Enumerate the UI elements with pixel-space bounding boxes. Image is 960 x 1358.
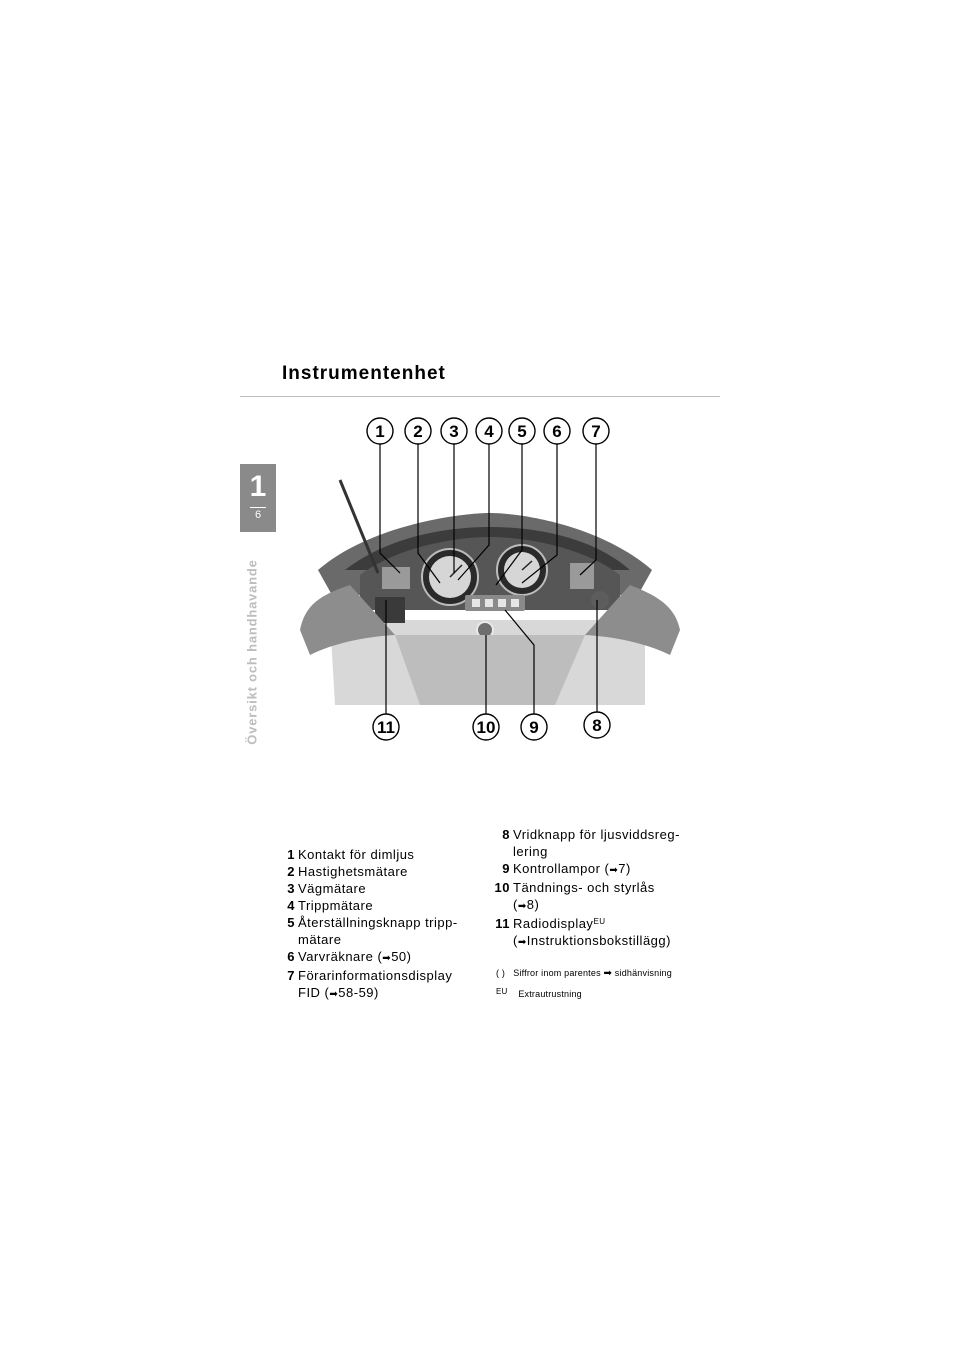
eu-note-text: Extrautrustning (518, 989, 582, 999)
arrow-right-icon: ➡ (517, 901, 527, 912)
item-text-line1: Återställningsknapp tripp- (298, 915, 458, 930)
page-number: 6 (254, 509, 262, 521)
callout-1-label: 1 (375, 422, 385, 441)
arrow-right-icon: ➡ (382, 953, 392, 964)
callout-8-label: 8 (592, 716, 602, 735)
item-text: Hastighetsmätare (298, 864, 408, 879)
list-item (486, 826, 701, 860)
item-number: 6 (287, 949, 295, 964)
item-text: Trippmätare (298, 898, 374, 913)
legend-list-right (486, 826, 701, 951)
arrow-right-icon: ➡ (609, 865, 619, 876)
callout-4-label: 4 (484, 422, 494, 441)
chapter-tab (240, 464, 276, 532)
item-text (298, 914, 458, 948)
callout-2-label: 2 (413, 422, 423, 441)
item-number: 9 (502, 861, 510, 876)
list-item (486, 860, 701, 879)
paren-note-before: Siffror inom parentes (513, 968, 601, 978)
item-text-line1: Vridknapp för ljusviddsreg- (513, 827, 680, 842)
paren-note-after: sidhänvisning (614, 968, 672, 978)
list-item (486, 915, 701, 951)
page-reference: Instruktionsbokstillägg) (526, 933, 671, 948)
item-text-line1: Tändnings- och styrlås (513, 880, 655, 895)
item-number: 7 (287, 968, 295, 983)
callout-6-label: 6 (552, 422, 562, 441)
item-number: 10 (494, 880, 510, 895)
item-text-line1: Förarinformationsdisplay (298, 968, 453, 983)
callout-11-label: 11 (377, 718, 395, 737)
paren-symbol: ( ) (496, 968, 506, 978)
list-item (283, 914, 473, 948)
list-item (283, 967, 473, 1003)
equipment-note (496, 989, 582, 999)
reference-note (496, 968, 672, 979)
item-text-line2: ( (513, 897, 518, 912)
title-divider (240, 396, 720, 397)
item-number: 1 (287, 847, 295, 862)
item-text-line1: Radiodisplay (513, 916, 594, 931)
item-text (513, 826, 680, 860)
page-reference: 50) (391, 949, 412, 964)
list-item (283, 880, 473, 897)
item-number: 11 (495, 916, 510, 931)
chapter-divider (250, 507, 266, 508)
eu-superscript: EU (593, 917, 606, 926)
page-reference: 8) (526, 897, 540, 912)
item-number: 4 (287, 898, 295, 913)
arrow-right-icon: ➡ (603, 968, 613, 979)
callout-5-label: 5 (517, 422, 527, 441)
chapter-label: Översikt och handhavande (244, 559, 260, 745)
item-text (513, 915, 671, 951)
item-text: Vägmätare (298, 881, 367, 896)
item-text: Kontakt för dimljus (298, 847, 415, 862)
list-item (283, 863, 473, 880)
arrow-right-icon: ➡ (517, 937, 527, 948)
page-title: Instrumentenhet (282, 363, 446, 384)
page-reference: 58-59) (338, 985, 379, 1000)
top-callouts (367, 418, 609, 444)
list-item (486, 879, 701, 915)
arrow-right-icon: ➡ (329, 989, 339, 1000)
legend-list-left (283, 846, 473, 1003)
item-text (513, 879, 655, 915)
item-text-line2: mätare (298, 932, 342, 947)
item-text-line2: lering (513, 844, 548, 859)
item-number: 2 (287, 864, 295, 879)
list-item (283, 897, 473, 914)
list-item (283, 846, 473, 863)
instrument-cluster-illustration (300, 405, 680, 770)
item-text-line2: FID ( (298, 985, 330, 1000)
callout-3-label: 3 (449, 422, 459, 441)
callout-7-label: 7 (591, 422, 601, 441)
list-item (283, 948, 473, 967)
item-text-before: Varvräknare ( (298, 949, 383, 964)
item-text-line2: ( (513, 933, 518, 948)
chapter-number: 1 (249, 470, 267, 503)
callout-9-label: 9 (529, 718, 539, 737)
item-number: 3 (287, 881, 295, 896)
item-number: 5 (287, 915, 295, 930)
item-text (298, 948, 411, 967)
callout-10-label: 10 (476, 718, 496, 737)
item-number: 8 (502, 827, 510, 842)
page-reference: 7) (618, 861, 631, 876)
eu-symbol: EU (496, 987, 508, 996)
item-text-before: Kontrollampor ( (513, 861, 610, 876)
item-text (298, 967, 452, 1003)
item-text (513, 860, 631, 879)
